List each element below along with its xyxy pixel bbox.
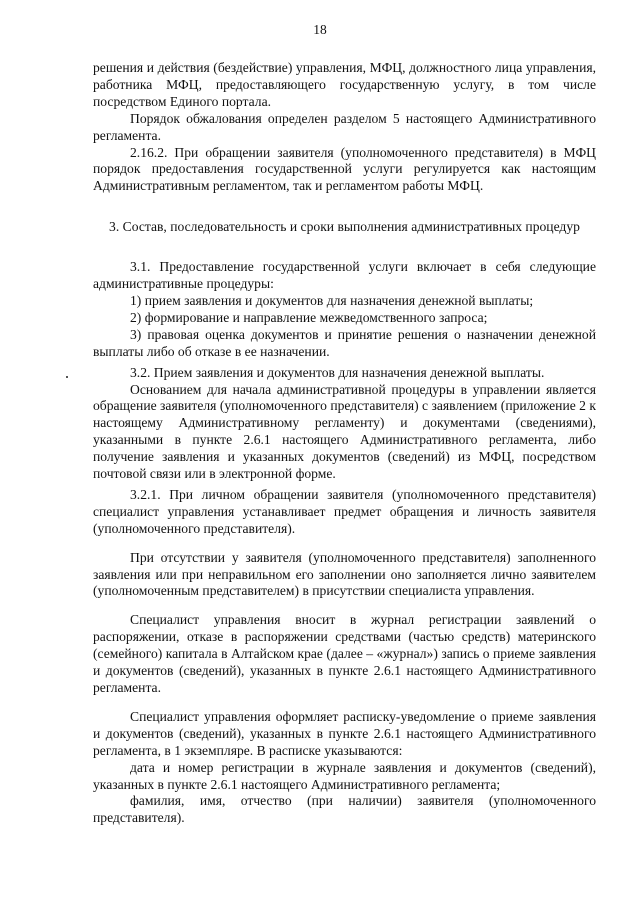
paragraph-receipt-name: фамилия, имя, отчество (при наличии) заявителя (уполномоченного представителя). — [93, 793, 596, 826]
paragraph-3-2: 3.2. Прием заявления и документов для назначения денежной выплаты. — [130, 364, 545, 380]
document-body — [93, 60, 596, 827]
paragraph-appeal-procedure: Порядок обжалования определен разделом 5 настоящего Административного регламента. — [93, 110, 596, 143]
paragraph-receipt-date: дата и номер регистрации в журнале заявления и документов (сведений), указанных в пункте 2.6.1 настоящего Административного регламента; — [93, 759, 596, 792]
scan-speck — [66, 376, 68, 378]
paragraph-2-16-2: 2.16.2. При обращении заявителя (уполномоченного представителя) в МФЦ порядок предоставления государственной услуги регулируется как настоящим Административным регламентом, так и регламентом работы МФЦ. — [93, 144, 596, 194]
paragraph-receipt: Специалист управления оформляет расписку-уведомление о приеме заявления и документов (сведений), указанных в пункте 2.6.1 настоящего Административного регламента, в 1 экземпляре. В расписке указываются: — [93, 708, 596, 758]
paragraph-3-2-1: 3.2.1. При личном обращении заявителя (уполномоченного представителя) специалист управления устанавливает предмет обращения и личность заявителя (уполномоченного представителя). — [93, 486, 596, 536]
paragraph-3-1: 3.1. Предоставление государственной услуги включает в себя следующие административные процедуры: — [93, 259, 596, 292]
section-heading: 3. Состав, последовательность и сроки выполнения административных процедур — [109, 219, 580, 235]
paragraph-appeal-subjects: решения и действия (бездействие) управления, МФЦ, должностного лица управления, работника МФЦ, предоставляющего государственную услугу, в том числе посредством Единого портала. — [93, 60, 596, 109]
paragraph-basis: Основанием для начала административной процедуры в управлении является обращение заявителя (уполномоченного представителя) с заявлением (приложение 2 к настоящему Административному регламенту) и документами (сведениями), указанными в пункте 2.6.1 настоящего Административного регламента, либо получение заявления и указанных документов (сведений) из МФЦ, посредством почтовой связи или в электронной форме. — [93, 381, 596, 482]
list-item-2: 2) формирование и направление межведомственного запроса; — [130, 309, 488, 325]
list-item-3: 3) правовая оценка документов и принятие решения о назначении денежной выплаты либо об отказе в ее назначении. — [93, 326, 596, 359]
paragraph-absence: При отсутствии у заявителя (уполномоченного представителя) заполненного заявления или при неправильном его заполнении оно заполняется лично заявителем (уполномоченным представителем) в присутствии специалиста управления. — [93, 549, 596, 599]
list-item-1: 1) прием заявления и документов для назначения денежной выплаты; — [130, 292, 534, 308]
paragraph-journal: Специалист управления вносит в журнал регистрации заявлений о распоряжении, отказе в распоряжении средствами (частью средств) материнского (семейного) капитала в Алтайском крае (далее – «журнал») запись о приеме заявления и документов (сведений), указанных в пункте 2.6.1 настоящего Административного регламента. — [93, 612, 596, 695]
page-number: 18 — [313, 22, 327, 37]
